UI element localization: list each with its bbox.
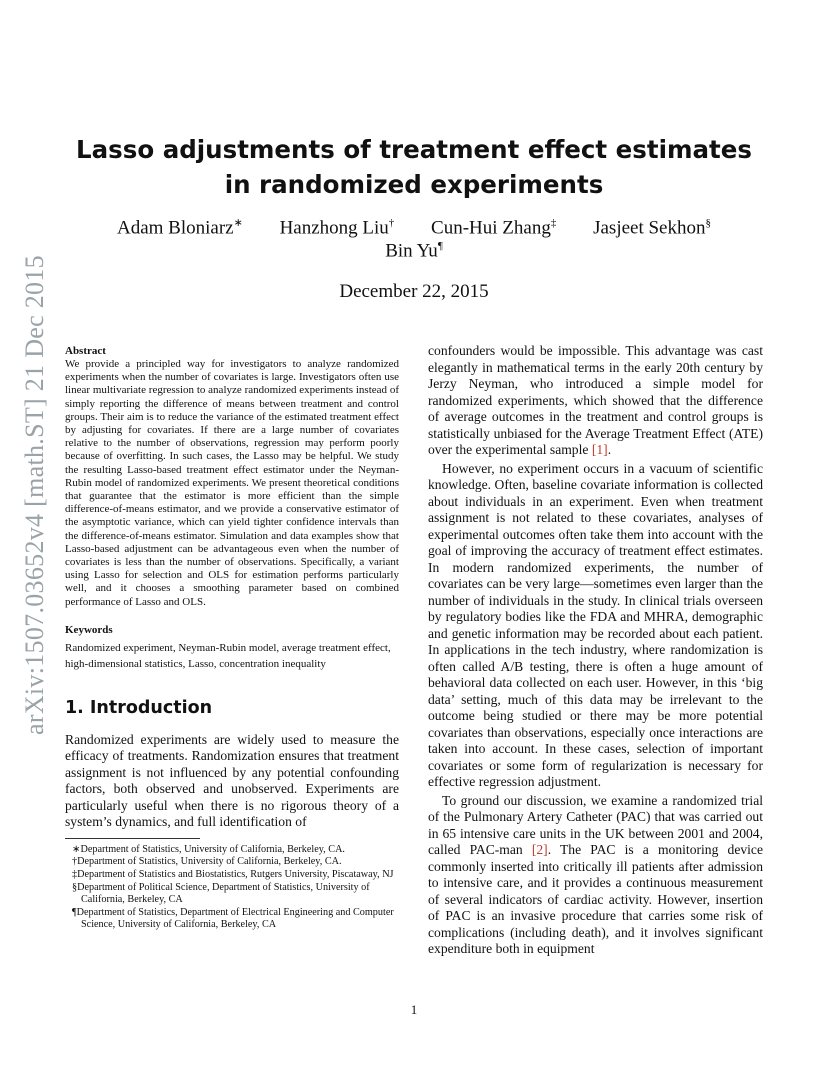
body-paragraph: To ground our discussion, we examine a randomized trial of the Pulmonary Artery Catheter (PAC) that was carried out in 65 intensive care units in the UK between 2001 and 2004, called PAC-man [2]. The PAC is a monitoring device commonly inserted into critically ill patients after admission to intensive care, and it provides a continuous measurement of several indicators of cardiac activity. However, insertion of PAC is an invasive procedure that carries some risk of complications (including death), and it involves significant expenditure both in equipment — [428, 792, 763, 956]
author: Jasjeet Sekhon§ — [593, 217, 711, 239]
author: Hanzhong Liu† — [279, 217, 395, 239]
footnote: ∗Department of Statistics, University of California, Berkeley, CA. — [72, 843, 345, 855]
citation-link[interactable]: [2] — [531, 842, 548, 857]
citation-link[interactable]: [1] — [591, 442, 608, 457]
right-column — [428, 343, 763, 958]
keywords-heading: Keywords — [65, 623, 113, 636]
author: Bin Yu¶ — [385, 240, 443, 262]
left-column — [65, 344, 399, 932]
author-list-row-1 — [60, 216, 768, 239]
footnote: †Department of Statistics, University of California, Berkeley, CA. — [72, 856, 342, 868]
abstract-heading: Abstract — [65, 345, 106, 357]
section-heading: 1. Introduction — [65, 697, 213, 718]
intro-paragraph: Randomized experiments are widely used to measure the efficacy of treatments. Randomization ensures that treatment assignment is not influenced by any potential confounding factors, both observed and unobserved. Experiments are particularly useful when there is no rigorous theory of a system’s dynamics, and full identification of — [65, 731, 399, 830]
footnote-rule — [65, 838, 200, 839]
footnote: ¶Department of Statistics, Department of Electrical Engineering and Computer Science, University of California, Berkeley, CA — [72, 906, 394, 931]
keywords-text: Randomized experiment, Neyman-Rubin model, average treatment effect, high-dimensional statistics, Lasso, concentration inequality — [65, 641, 391, 670]
arxiv-identifier[interactable]: arXiv:1507.03652v4 [math.ST] 21 Dec 2015 — [20, 255, 49, 735]
author-list-row-2 — [60, 240, 768, 262]
author-footnote-mark: ∗ — [233, 217, 243, 229]
footnote: §Department of Political Science, Department of Statistics, University of California, Berkeley, CA — [72, 881, 370, 906]
author-footnote-mark: † — [388, 217, 395, 229]
page-number: 1 — [410, 1002, 418, 1017]
author: Adam Bloniarz∗ — [116, 217, 243, 239]
author-footnote-mark: ¶ — [437, 240, 443, 252]
author-footnote-mark: § — [705, 217, 711, 229]
paper-date: December 22, 2015 — [339, 281, 489, 302]
body-paragraph: confounders would be impossible. This advantage was cast elegantly in mathematical terms in the early 20th century by Jerzy Neyman, who introduced a simple model for randomized experiments, which showed that the difference of average outcomes in the treatment and control groups is statistically unbiased for the Average Treatment Effect (ATE) over the experimental sample [1]. — [428, 343, 763, 457]
arxiv-stamp — [20, 240, 50, 750]
paper-title: Lasso adjustments of treatment effect estimates in randomized experiments — [76, 135, 752, 199]
footnote: ‡Department of Statistics and Biostatistics, Rutgers University, Piscataway, NJ — [72, 869, 394, 881]
abstract-text: We provide a principled way for investigators to analyze randomized experiments when the number of covariates is large. Investigators often use linear multivariate regression to analyze randomized experiments instead of simply reporting the difference of means between treatment and control groups. Their aim is to reduce the variance of the estimated treatment effect by adjusting for covariates. If there are a large number of covariates relative to the number of observations, regression may perform poorly because of overfitting. In such cases, the Lasso may be helpful. We study the resulting Lasso-based treatment effect estimator under the Neyman-Rubin model of randomized experiments. We present theoretical conditions that guarantee that the estimator is more efficient than the simple difference-of-means estimator, and we provide a conservative estimator of the asymptotic variance, which can yield tighter confidence intervals than the difference-of-means estimator. Simulation and data examples show that Lasso-based adjustment can be advantageous even when the number of covariates is less than the number of observations. Specifically, a variant using Lasso for selection and OLS for estimation performs particularly well, and it chooses a smoothing parameter based on combined performance of Lasso and OLS. — [65, 358, 399, 608]
author-footnote-mark: ‡ — [550, 217, 557, 229]
author: Cun-Hui Zhang‡ — [431, 217, 557, 239]
body-paragraph: However, no experiment occurs in a vacuum of scientific knowledge. Often, baseline covariate information is collected about individuals in an experiment. Even when treatment assignment is not related to these covariates, analyses of experimental outcomes often take them into account with the goal of improving the accuracy of treatment effect estimates. In modern randomized experiments, the number of covariates can be very large—sometimes even larger than the number of individuals in the study. In clinical trials overseen by regulatory bodies like the FDA and MHRA, demographic and genetic information may be recorded about each patient. In applications in the tech industry, where randomization is often called A/B testing, there is often a huge amount of behavioral data collected on each user. However, in this ‘big data’ setting, much of this data may be irrelevant to the outcome being studied or there may be more potential covariates than observations, especially once interactions are taken into account. In these cases, selection of important covariates or some form of regularization is necessary for effective regression adjustment. — [428, 460, 763, 789]
